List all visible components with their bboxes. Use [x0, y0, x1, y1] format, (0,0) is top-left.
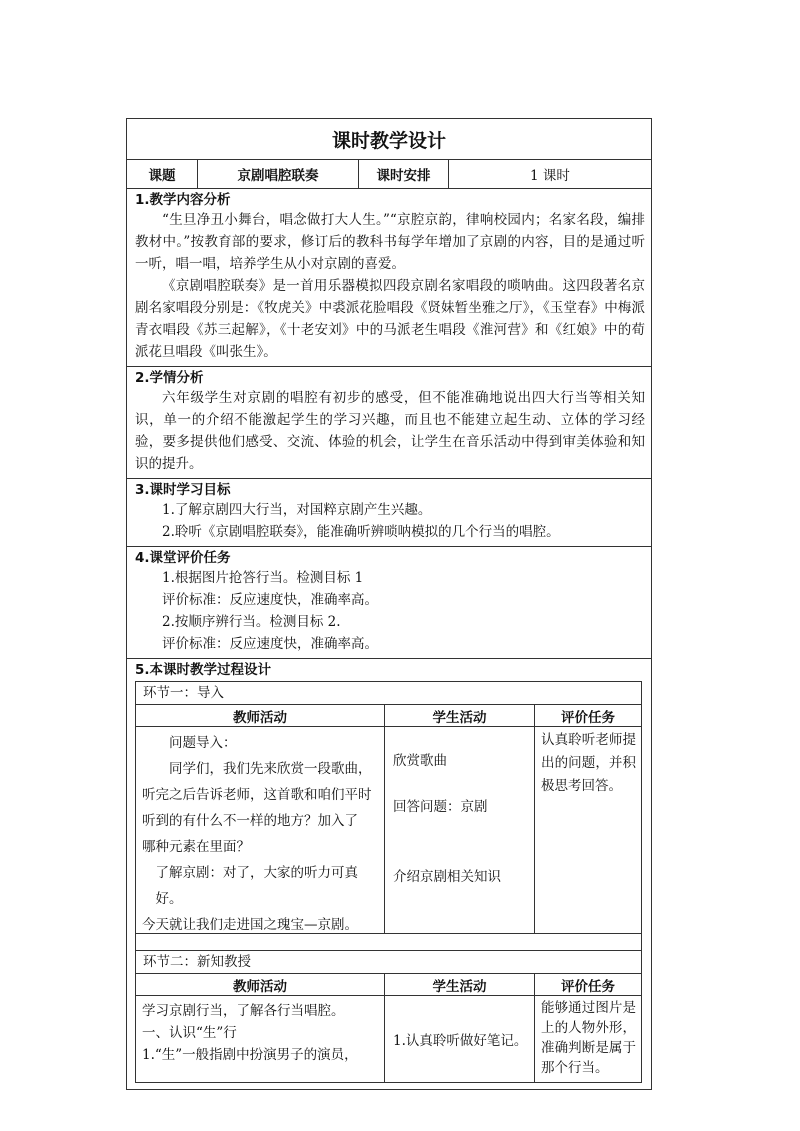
section-learner-analysis	[127, 367, 651, 479]
paragraph: “生旦净丑小舞台，唱念做打大人生。”“京腔京韵，律响校园内；名家名段，编排教材中。”按教育部的要求，修订后的教科书每学年增加了京剧的内容，目的是通过听一听，唱一唱，培养学生从小对京剧的喜爱。	[135, 212, 645, 272]
col-teacher-header: 教师活动	[136, 705, 385, 726]
task-line: 评价标准：反应速度快，准确率高。	[162, 636, 378, 652]
schedule-label: 课时安排	[359, 160, 449, 188]
column-header-row	[136, 974, 641, 996]
stage-title: 环节一：导入	[136, 682, 641, 705]
topic-value: 京剧唱腔联奏	[198, 160, 359, 188]
text-line: 听完之后告诉老师，这首歌和咱们平时	[142, 787, 372, 803]
col-teacher-header: 教师活动	[136, 974, 385, 995]
section-process-design	[127, 659, 651, 1089]
student-activity: 1.认真聆听做好笔记。	[385, 996, 535, 1082]
text-line: 一、认识“生”行	[142, 1025, 237, 1041]
paragraph: 《京剧唱腔联奏》是一首用乐器模拟四段京剧名家唱段的唢呐曲。这四段著名京剧名家唱段分别是：《牧虎关》中裘派花脸唱段《贤妹暂坐雅之厅》，《玉堂春》中梅派青衣唱段《苏三起解》，《十老安刘》中的马派老生唱段《淮河营》和《红娘》中的荀派花旦唱段《叫张生》。	[135, 278, 645, 360]
section-evaluation-tasks	[127, 547, 651, 659]
text-line: 同学们，我们先来欣赏一段歌曲，	[169, 761, 372, 777]
text-line: 了解京剧：对了，大家的听力可真好。	[155, 865, 358, 907]
process-table	[135, 681, 642, 1083]
col-eval-header: 评价任务	[561, 978, 615, 995]
text-line: 介绍京剧相关知识	[393, 869, 501, 885]
document-title: 课时教学设计	[127, 119, 651, 160]
section-heading: 3.课时学习目标	[135, 482, 231, 498]
text-line: 哪种元素在里面？	[142, 839, 250, 855]
goal-line: 2.聆听《京剧唱腔联奏》，能准确听辨唢呐模拟的几个行当的唱腔。	[162, 524, 560, 540]
text-line: 学习京剧行当，了解各行当唱腔。	[142, 1003, 345, 1019]
col-eval-header: 评价任务	[561, 709, 615, 726]
teacher-activity	[136, 996, 385, 1082]
stage1-row	[136, 727, 641, 934]
text-line: 回答问题：京剧	[393, 799, 488, 815]
section-learning-goals	[127, 479, 651, 547]
text-line: 问题导入：	[169, 735, 237, 751]
task-line: 1.根据图片抢答行当。检测目标 1	[162, 570, 364, 586]
student-activity	[385, 727, 535, 933]
paragraph: 六年级学生对京剧的唱腔有初步的感受，但不能准确地说出四大行当等相关知识，单一的介绍不能激起学生的学习兴趣，而且也不能建立起生动、立体的学习经验，要多提供他们感受、交流、体验的机会，让学生在音乐活动中得到审美体验和知识的提升。	[135, 390, 645, 472]
col-student-header: 学生活动	[385, 705, 535, 726]
text-line: 1.“生”一般指剧中扮演男子的演员，	[142, 1047, 358, 1063]
task-line: 评价标准：反应速度快，准确率高。	[162, 592, 378, 608]
text-line: 听到的有什么不一样的地方？加入了	[142, 813, 358, 829]
section-heading: 1.教学内容分析	[135, 192, 231, 208]
task-line: 2.按顺序辨行当。检测目标 2.	[162, 614, 341, 630]
goal-line: 1.了解京剧四大行当，对国粹京剧产生兴趣。	[162, 502, 432, 518]
text-line: 今天就让我们走进国之瑰宝—京剧。	[142, 917, 358, 933]
schedule-value: 1 课时	[530, 168, 570, 184]
section-heading: 2.学情分析	[135, 370, 204, 386]
lesson-design-table	[126, 118, 652, 1090]
eval-task: 认真聆听老师提出的问题，并积极思考回答。	[541, 732, 636, 794]
section-heading: 5.本课时教学过程设计	[135, 662, 272, 678]
stage-title: 环节二：新知教授	[136, 951, 641, 974]
column-header-row	[136, 705, 641, 727]
teacher-activity	[136, 727, 385, 933]
eval-task: 能够通过图片是上的人物外形，准确判断是属于那个行当。	[541, 1000, 636, 1076]
stage2-row	[136, 996, 641, 1082]
col-student-header: 学生活动	[385, 974, 535, 995]
meta-row	[127, 160, 651, 189]
text-line: 欣赏歌曲	[393, 753, 447, 769]
topic-label: 课题	[127, 160, 198, 188]
section-heading: 4.课堂评价任务	[135, 550, 231, 566]
section-content-analysis	[127, 189, 651, 367]
